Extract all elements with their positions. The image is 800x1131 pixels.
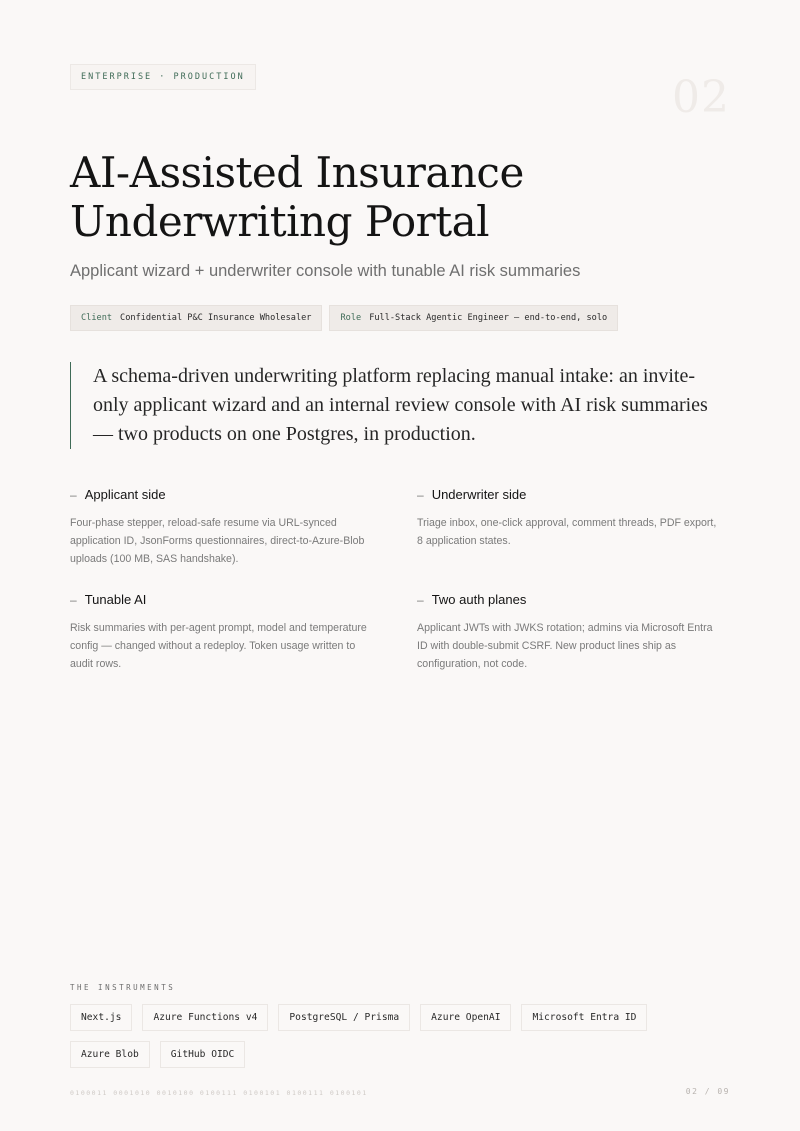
role-label: Role xyxy=(340,313,362,323)
feature-body: Four-phase stepper, reload-safe resume via URL-synced application ID, JsonForms questionnaires, direct-to-Azure-Blob uploads (100 MB, SAS handshake). xyxy=(70,517,365,565)
feature-two-auth-planes xyxy=(417,592,722,673)
feature-title xyxy=(70,487,375,502)
page-number-watermark: 02 xyxy=(672,72,730,123)
tool-chip: GitHub OIDC xyxy=(160,1041,246,1068)
page-subtitle: Applicant wizard + underwriter console with tunable AI risk summaries xyxy=(70,262,581,280)
client-label: Client xyxy=(81,313,113,323)
tool-chip: Azure OpenAI xyxy=(420,1004,511,1031)
tool-chip: Azure Functions v4 xyxy=(142,1004,268,1031)
role-chip xyxy=(329,305,618,331)
feature-title-text: Applicant side xyxy=(84,487,166,502)
feature-title xyxy=(417,592,722,607)
feature-body: Risk summaries with per-agent prompt, model and temperature config — changed without a redeploy. Token usage written to audit rows. xyxy=(70,622,367,670)
feature-tunable-ai xyxy=(70,592,375,673)
category-tag: ENTERPRISE · PRODUCTION xyxy=(70,64,256,90)
footer-page-number: 02 / 09 xyxy=(685,1087,730,1096)
dash-marker: – xyxy=(417,592,424,607)
client-chip xyxy=(70,305,322,331)
summary-quote: A schema-driven underwriting platform replacing manual intake: an invite-only applicant wizard and an internal review console with AI risk summaries — two products on one Postgres, in production. xyxy=(70,362,713,449)
page-title: AI-Assisted Insurance Underwriting Portal xyxy=(70,148,524,246)
meta-row xyxy=(70,305,618,331)
feature-title xyxy=(70,592,375,607)
feature-body: Triage inbox, one-click approval, comment threads, PDF export, 8 application states. xyxy=(417,517,717,547)
dash-marker: – xyxy=(70,487,77,502)
feature-body: Applicant JWTs with JWKS rotation; admins via Microsoft Entra ID with double-submit CSRF. New product lines ship as configuration, not code. xyxy=(417,622,713,670)
tool-chip: PostgreSQL / Prisma xyxy=(278,1004,410,1031)
client-value: Confidential P&C Insurance Wholesaler xyxy=(120,313,312,323)
feature-title-text: Two auth planes xyxy=(431,592,527,607)
feature-title xyxy=(417,487,722,502)
instruments-label: THE INSTRUMENTS xyxy=(70,983,176,992)
feature-title-text: Tunable AI xyxy=(84,592,147,607)
dash-marker: – xyxy=(417,487,424,502)
tools-list xyxy=(70,1004,730,1068)
footer-binary-strip: 0100011 0001010 0010100 0100111 0100101 0100111 0100101 xyxy=(70,1089,368,1097)
tool-chip: Azure Blob xyxy=(70,1041,150,1068)
feature-title-text: Underwriter side xyxy=(431,487,527,502)
role-value: Full-Stack Agentic Engineer — end-to-end, solo xyxy=(369,313,608,323)
feature-applicant-side xyxy=(70,487,375,568)
tool-chip: Microsoft Entra ID xyxy=(521,1004,647,1031)
dash-marker: – xyxy=(70,592,77,607)
feature-underwriter-side xyxy=(417,487,722,550)
tool-chip: Next.js xyxy=(70,1004,132,1031)
